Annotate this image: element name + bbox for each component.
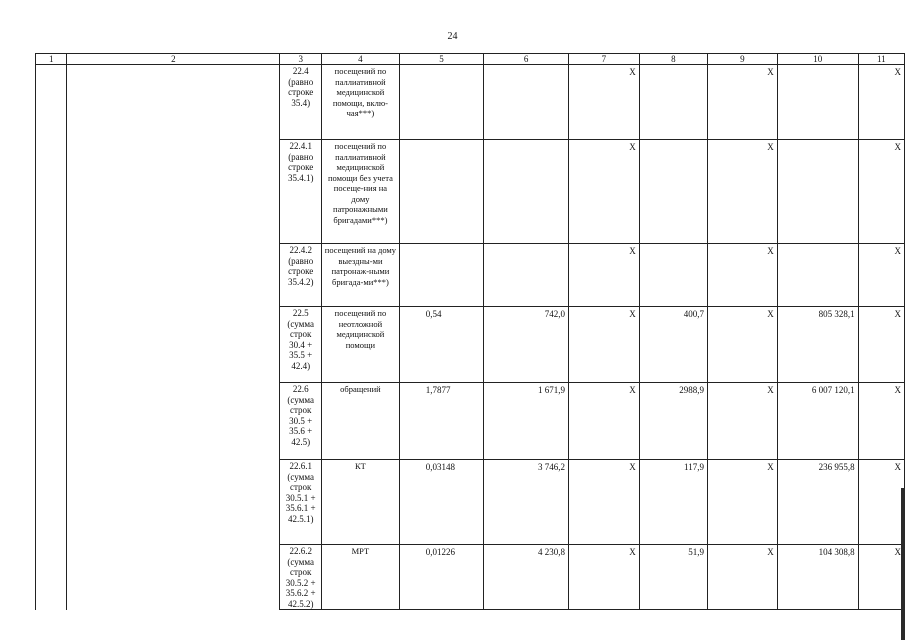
value-cell bbox=[777, 140, 858, 244]
x-mark-cell: X bbox=[568, 383, 639, 460]
indicator-name-cell: посещений на дому выездны-ми патронаж-ными бригада-ми***) bbox=[322, 244, 400, 307]
indicator-name-cell: МРТ bbox=[322, 545, 400, 610]
value-cell: 3 746,2 bbox=[484, 460, 569, 545]
x-mark-cell: X bbox=[858, 460, 904, 545]
col1-cell bbox=[36, 545, 67, 610]
x-mark-cell: X bbox=[568, 65, 639, 140]
x-mark-cell: X bbox=[858, 307, 904, 383]
value-cell: 2988,9 bbox=[639, 383, 707, 460]
value-cell: 742,0 bbox=[484, 307, 569, 383]
column-number: 5 bbox=[399, 54, 483, 65]
table-row bbox=[36, 307, 905, 383]
x-mark-cell: X bbox=[858, 140, 904, 244]
value-cell bbox=[484, 140, 569, 244]
value-cell: 0,54 bbox=[399, 307, 483, 383]
value-cell: 104 308,8 bbox=[777, 545, 858, 610]
value-cell: 1 671,9 bbox=[484, 383, 569, 460]
column-number: 2 bbox=[67, 54, 280, 65]
column-number: 3 bbox=[280, 54, 322, 65]
x-mark-cell: X bbox=[858, 383, 904, 460]
col1-cell bbox=[36, 460, 67, 545]
col1-cell bbox=[36, 65, 67, 140]
value-cell: 117,9 bbox=[639, 460, 707, 545]
value-cell: 0,01226 bbox=[399, 545, 483, 610]
code-cell: 22.4.1 (равно строке 35.4.1) bbox=[280, 140, 322, 244]
value-cell: 0,03148 bbox=[399, 460, 483, 545]
column-number-row bbox=[36, 54, 905, 65]
x-mark-cell: X bbox=[707, 140, 777, 244]
value-cell: 6 007 120,1 bbox=[777, 383, 858, 460]
x-mark-cell: X bbox=[707, 65, 777, 140]
x-mark-cell: X bbox=[568, 244, 639, 307]
page-number: 24 bbox=[447, 31, 458, 42]
indicator-name-cell: обращений bbox=[322, 383, 400, 460]
col1-cell bbox=[36, 244, 67, 307]
x-mark-cell: X bbox=[858, 65, 904, 140]
x-mark-cell: X bbox=[707, 244, 777, 307]
value-cell: 236 955,8 bbox=[777, 460, 858, 545]
value-cell bbox=[399, 140, 483, 244]
value-cell bbox=[777, 244, 858, 307]
x-mark-cell: X bbox=[568, 545, 639, 610]
code-cell: 22.4.2 (равно строке 35.4.2) bbox=[280, 244, 322, 307]
value-cell bbox=[777, 65, 858, 140]
column-number: 8 bbox=[639, 54, 707, 65]
code-cell: 22.6 (сумма строк 30.5 + 35.6 + 42.5) bbox=[280, 383, 322, 460]
col1-cell bbox=[36, 307, 67, 383]
col1-cell bbox=[36, 383, 67, 460]
table-row bbox=[36, 140, 905, 244]
value-cell bbox=[639, 65, 707, 140]
col2-cell bbox=[67, 460, 280, 545]
col2-cell bbox=[67, 244, 280, 307]
table-row bbox=[36, 244, 905, 307]
col2-cell bbox=[67, 307, 280, 383]
indicator-name-cell: посещений по паллиативной медицинской помощи без учета посеще-ния на дому патронажными бригадами***) bbox=[322, 140, 400, 244]
indicator-name-cell: посещений по неотложной медицинской помощи bbox=[322, 307, 400, 383]
indicator-name-cell: КТ bbox=[322, 460, 400, 545]
value-cell bbox=[399, 65, 483, 140]
x-mark-cell: X bbox=[707, 460, 777, 545]
value-cell bbox=[639, 244, 707, 307]
x-mark-cell: X bbox=[707, 545, 777, 610]
indicator-name-cell: посещений по паллиативной медицинской помощи, вклю-чая***) bbox=[322, 65, 400, 140]
x-mark-cell: X bbox=[568, 460, 639, 545]
code-cell: 22.5 (сумма строк 30.4 + 35.5 + 42.4) bbox=[280, 307, 322, 383]
value-cell bbox=[484, 244, 569, 307]
code-cell: 22.4 (равно строке 35.4) bbox=[280, 65, 322, 140]
value-cell: 51,9 bbox=[639, 545, 707, 610]
col2-cell bbox=[67, 383, 280, 460]
value-cell: 400,7 bbox=[639, 307, 707, 383]
table-row bbox=[36, 545, 905, 610]
table-row bbox=[36, 460, 905, 545]
value-cell bbox=[639, 140, 707, 244]
x-mark-cell: X bbox=[568, 307, 639, 383]
column-number: 11 bbox=[858, 54, 904, 65]
column-number: 4 bbox=[322, 54, 400, 65]
column-number: 10 bbox=[777, 54, 858, 65]
code-cell: 22.6.2 (сумма строк 30.5.2 + 35.6.2 + 42.5.2) bbox=[280, 545, 322, 610]
col2-cell bbox=[67, 545, 280, 610]
column-number: 9 bbox=[707, 54, 777, 65]
code-cell: 22.6.1 (сумма строк 30.5.1 + 35.6.1 + 42.5.1) bbox=[280, 460, 322, 545]
scan-edge-shadow bbox=[901, 488, 905, 640]
x-mark-cell: X bbox=[858, 545, 904, 610]
value-cell bbox=[399, 244, 483, 307]
value-cell: 805 328,1 bbox=[777, 307, 858, 383]
x-mark-cell: X bbox=[707, 383, 777, 460]
value-cell: 1,7877 bbox=[399, 383, 483, 460]
col1-cell bbox=[36, 140, 67, 244]
table-row bbox=[36, 65, 905, 140]
column-number: 1 bbox=[36, 54, 67, 65]
x-mark-cell: X bbox=[858, 244, 904, 307]
col2-cell bbox=[67, 65, 280, 140]
col2-cell bbox=[67, 140, 280, 244]
column-number: 7 bbox=[568, 54, 639, 65]
column-number: 6 bbox=[484, 54, 569, 65]
x-mark-cell: X bbox=[568, 140, 639, 244]
data-table bbox=[35, 53, 905, 610]
value-cell: 4 230,8 bbox=[484, 545, 569, 610]
value-cell bbox=[484, 65, 569, 140]
x-mark-cell: X bbox=[707, 307, 777, 383]
table-row bbox=[36, 383, 905, 460]
